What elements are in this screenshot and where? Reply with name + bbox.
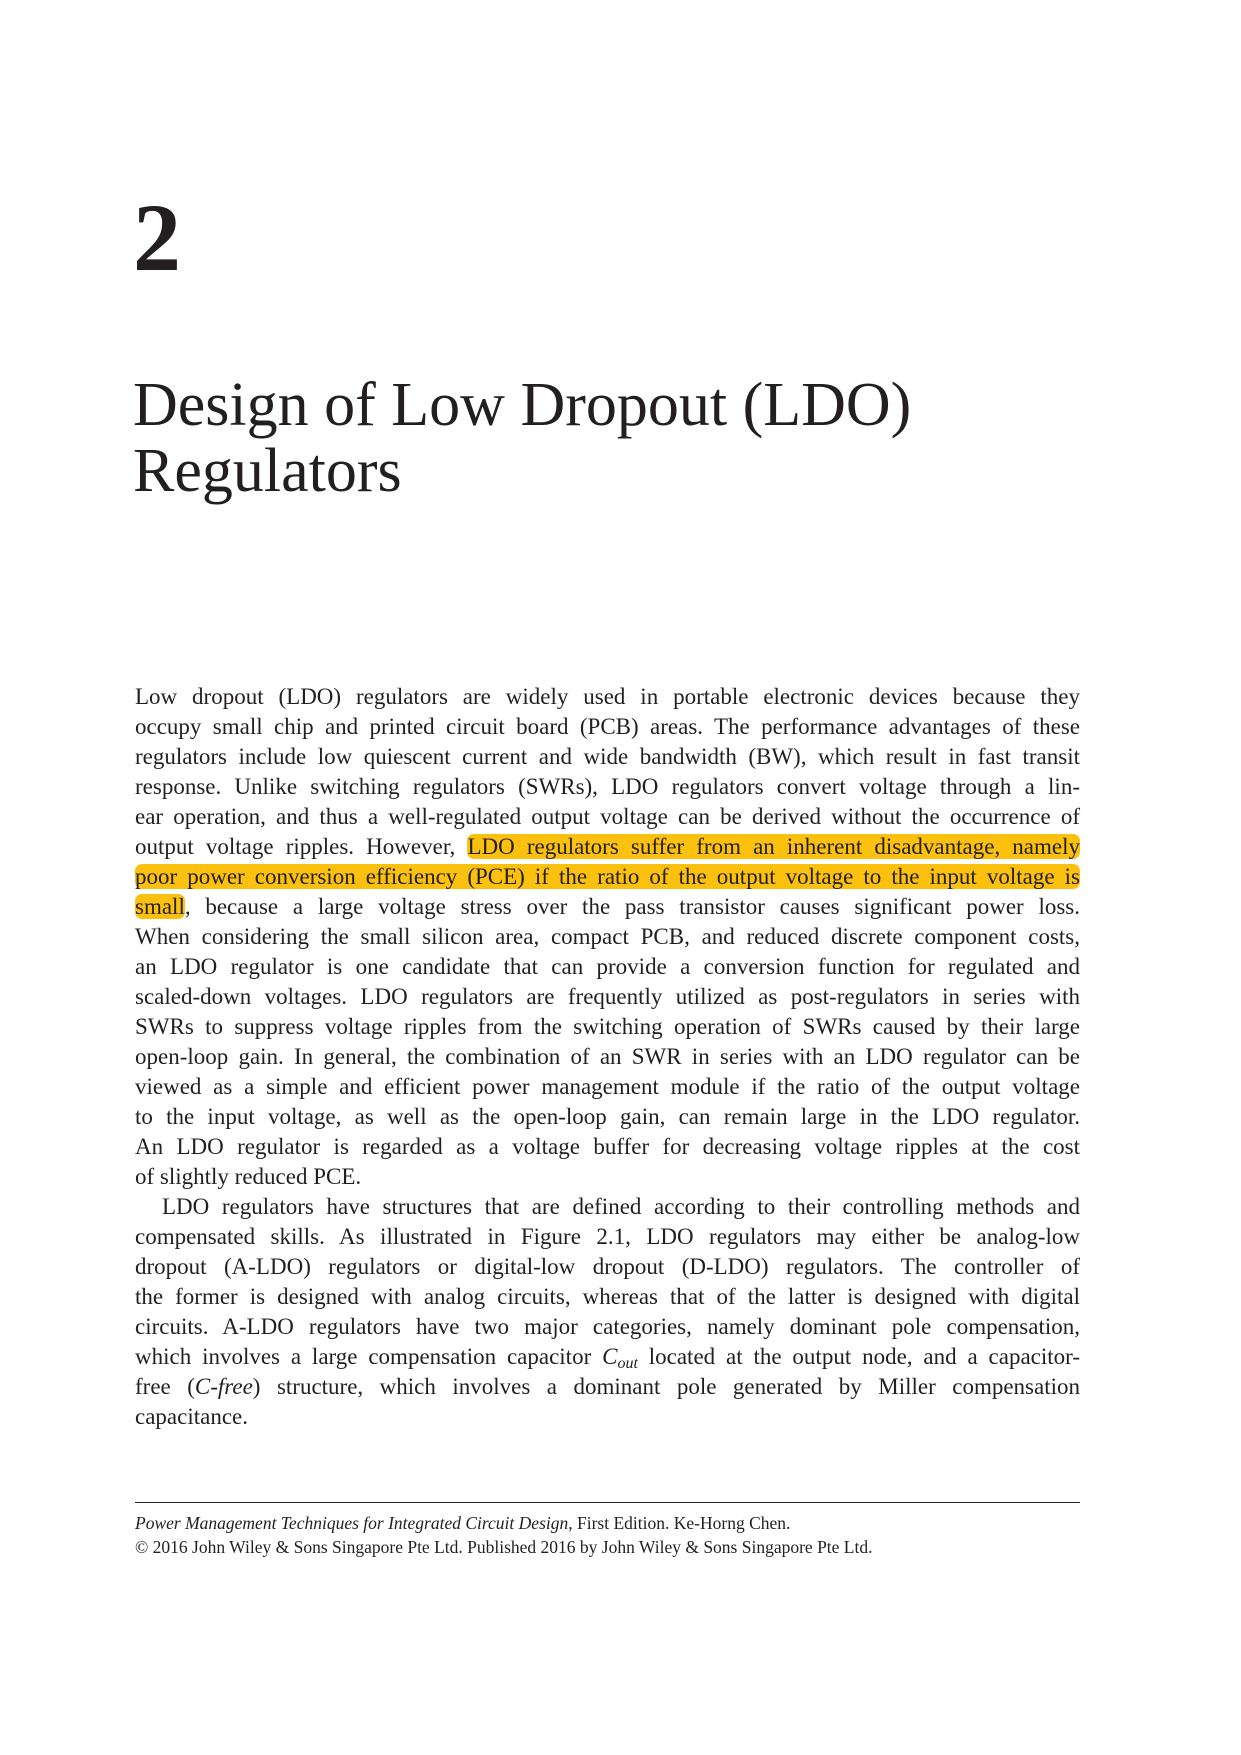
text-line: Low dropout (LDO) regulators are widely used in portable electronic devices because they (135, 684, 1080, 709)
text-line: SWRs to suppress voltage ripples from the switching operation of SWRs caused by their large (135, 1014, 1080, 1039)
text-line: dropout (A-LDO) regulators or digital-low dropout (D-LDO) regulators. The controller of (135, 1254, 1080, 1279)
chapter-number: 2 (133, 184, 180, 291)
text-line: the former is designed with analog circuits, whereas that of the latter is designed with digital (135, 1284, 1080, 1309)
math-symbol: C (602, 1344, 618, 1369)
text-line: An LDO regulator is regarded as a voltage buffer for decreasing voltage ripples at the cost (135, 1134, 1080, 1159)
text-segment: located at the output node, and a capacitor- (637, 1344, 1080, 1369)
text-line: capacitance. (135, 1404, 248, 1429)
edition-author: , First Edition. Ke-Horng Chen. (568, 1513, 791, 1533)
text-line (135, 832, 1080, 862)
text-line: of slightly reduced PCE. (135, 1164, 362, 1189)
text-line (135, 862, 1080, 892)
page-footer (135, 1511, 1115, 1559)
text-line (135, 892, 1080, 922)
text-line: viewed as a simple and efficient power management module if the ratio of the output voltage (135, 1074, 1080, 1099)
chapter-title-line: Design of Low Dropout (LDO) (133, 371, 912, 439)
highlighted-text: LDO regulators suffer from an inherent disadvantage, namely (467, 834, 1081, 859)
text-line (135, 1372, 1080, 1402)
text-line: compensated skills. As illustrated in Figure 2.1, LDO regulators may either be analog-low (135, 1224, 1080, 1249)
chapter-title (133, 372, 1113, 504)
text-line: an LDO regulator is one candidate that can provide a conversion function for regulated and (135, 954, 1080, 979)
text-line: occupy small chip and printed circuit board (PCB) areas. The performance advantages of these (135, 714, 1080, 739)
text-line: circuits. A-LDO regulators have two major categories, namely dominant pole compensation, (135, 1314, 1080, 1339)
body-text (135, 682, 1080, 1432)
text-line: ear operation, and thus a well-regulated output voltage can be derived without the occurrence of (135, 804, 1080, 829)
highlighted-text: small (135, 894, 185, 919)
paragraph-1 (135, 682, 1080, 1192)
text-segment: ) structure, which involves a dominant pole generated by Miller compensation (252, 1374, 1080, 1399)
text-segment: free ( (135, 1374, 195, 1399)
highlighted-text: poor power conversion efficiency (PCE) if the ratio of the output voltage to the input voltage is (135, 864, 1080, 889)
text-line: LDO regulators have structures that are defined according to their controlling methods and (162, 1194, 1080, 1219)
text-line: to the input voltage, as well as the open-loop gain, can remain large in the LDO regulator. (135, 1104, 1080, 1129)
text-segment: which involves a large compensation capacitor (135, 1344, 603, 1369)
book-title: Power Management Techniques for Integrated Circuit Design (135, 1513, 569, 1533)
chapter-title-line: Regulators (133, 437, 402, 505)
citation-line (135, 1511, 1115, 1535)
paragraph-2 (135, 1192, 1080, 1432)
copyright-line: © 2016 John Wiley & Sons Singapore Pte Ltd. Published 2016 by John Wiley & Sons Singapore Pte Ltd. (135, 1537, 873, 1557)
text-segment: , because a large voltage stress over the pass transistor causes significant power loss. (184, 894, 1080, 919)
footer-divider (135, 1502, 1080, 1503)
text-line: scaled-down voltages. LDO regulators are frequently utilized as post-regulators in series with (135, 984, 1080, 1009)
text-line: open-loop gain. In general, the combination of an SWR in series with an LDO regulator can be (135, 1044, 1080, 1069)
text-segment: output voltage ripples. However, (135, 834, 468, 859)
text-line (135, 1342, 1080, 1372)
text-line: When considering the small silicon area, compact PCB, and reduced discrete component costs, (135, 924, 1080, 949)
math-subscript: out (617, 1355, 638, 1372)
text-line: regulators include low quiescent current and wide bandwidth (BW), which result in fast transit (135, 744, 1080, 769)
italic-term: C-free (194, 1374, 253, 1399)
text-line: response. Unlike switching regulators (SWRs), LDO regulators convert voltage through a lin- (135, 774, 1080, 799)
